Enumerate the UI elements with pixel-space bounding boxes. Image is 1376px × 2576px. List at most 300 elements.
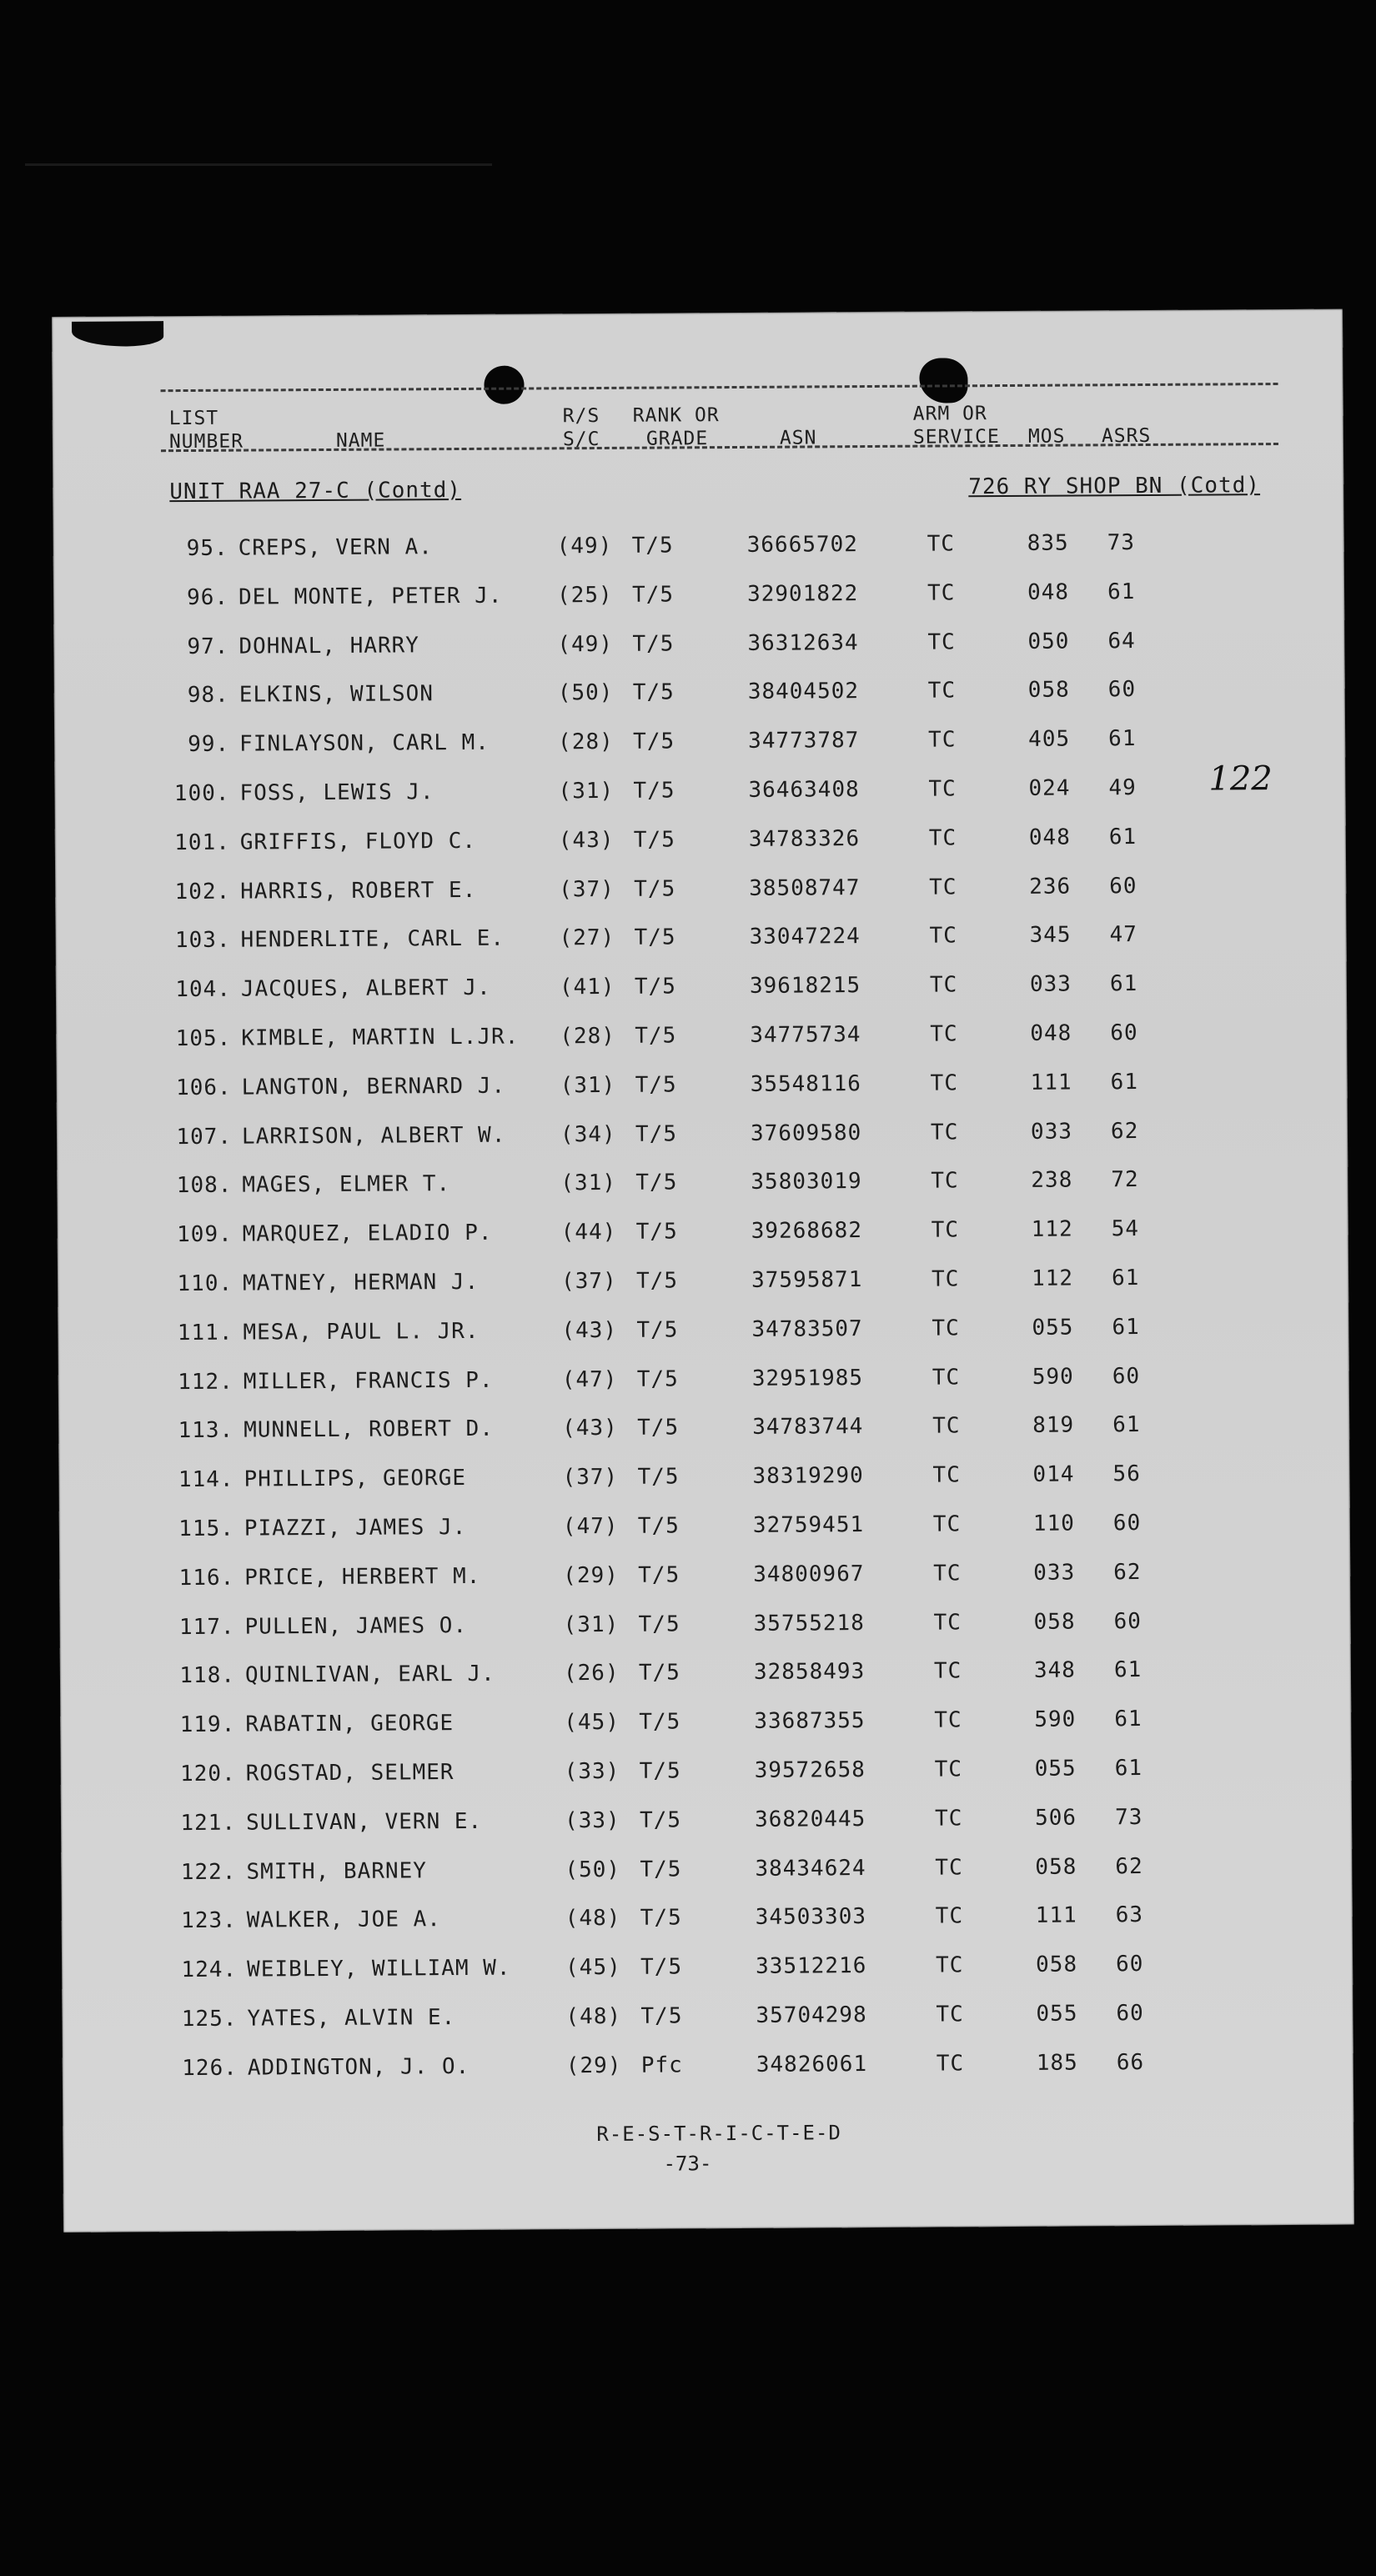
mos-code: 050 xyxy=(1027,629,1070,654)
arm-service: TC xyxy=(927,580,956,606)
mos-code: 048 xyxy=(1028,824,1071,850)
soldier-name: MESA, PAUL L. JR. xyxy=(243,1318,480,1346)
asn-number: 35548116 xyxy=(750,1070,861,1097)
list-number: 98. xyxy=(187,683,229,709)
rank-grade: T/5 xyxy=(635,1268,679,1294)
rs-sc-code: (43) xyxy=(558,827,615,854)
mos-code: 058 xyxy=(1033,1609,1076,1635)
mos-code: 112 xyxy=(1031,1265,1074,1291)
soldier-name: SULLIVAN, VERN E. xyxy=(245,1808,483,1836)
rs-sc-code: (31) xyxy=(560,1072,616,1099)
mos-code: 506 xyxy=(1034,1805,1077,1831)
arm-service: TC xyxy=(930,1119,959,1145)
table-row xyxy=(55,865,1346,922)
mos-code: 033 xyxy=(1033,1560,1076,1586)
arm-service: TC xyxy=(933,1609,962,1636)
rank-grade: T/5 xyxy=(634,876,676,902)
rank-grade: T/5 xyxy=(640,2003,683,2029)
rs-sc-code: (28) xyxy=(558,729,614,755)
rs-sc-code: (50) xyxy=(565,1857,621,1882)
asn-number: 37609580 xyxy=(750,1120,862,1146)
table-row xyxy=(54,669,1345,726)
asrs-score: 49 xyxy=(1108,775,1137,801)
arm-service: TC xyxy=(929,972,958,998)
table-row xyxy=(59,1551,1350,1608)
soldier-name: PRICE, HERBERT M. xyxy=(244,1563,481,1591)
arm-service: TC xyxy=(931,1266,960,1292)
rank-grade: T/5 xyxy=(632,631,675,657)
table-row xyxy=(53,523,1344,579)
punch-hole-left xyxy=(484,366,524,404)
header-list-label: LIST xyxy=(168,407,219,430)
rank-grade: T/5 xyxy=(631,533,674,559)
list-number: 122. xyxy=(180,1859,237,1885)
asrs-score: 63 xyxy=(1115,1902,1144,1928)
mos-code: 238 xyxy=(1031,1167,1073,1194)
soldier-name: FOSS, LEWIS J. xyxy=(239,779,434,806)
rs-sc-code: (45) xyxy=(564,1709,620,1736)
list-number: 123. xyxy=(181,1907,237,1934)
table-row xyxy=(61,1797,1352,1853)
rs-sc-code: (33) xyxy=(564,1758,620,1785)
arm-service: TC xyxy=(929,923,957,949)
soldier-name: PHILLIPS, GEORGE xyxy=(244,1466,467,1492)
mos-code: 024 xyxy=(1028,775,1071,801)
arm-service: TC xyxy=(927,531,956,557)
asrs-score: 62 xyxy=(1113,1559,1142,1585)
rs-sc-code: (26) xyxy=(563,1661,620,1686)
rank-grade: T/5 xyxy=(640,1954,683,1980)
asrs-score: 61 xyxy=(1110,1069,1139,1095)
header-sc-label: S/C xyxy=(562,428,600,451)
asn-number: 35704298 xyxy=(756,2002,867,2028)
asrs-score: 60 xyxy=(1109,873,1137,899)
asrs-score: 61 xyxy=(1111,1265,1140,1291)
table-row xyxy=(63,2042,1353,2098)
list-number: 96. xyxy=(187,584,229,610)
rs-sc-code: (48) xyxy=(565,1906,621,1932)
table-row xyxy=(54,768,1345,824)
mos-code: 348 xyxy=(1033,1657,1077,1684)
soldier-name: MUNNELL, ROBERT D. xyxy=(244,1416,495,1443)
rs-sc-code: (28) xyxy=(560,1023,616,1050)
table-row xyxy=(53,620,1344,677)
asrs-score: 56 xyxy=(1112,1461,1141,1487)
rank-grade: T/5 xyxy=(633,827,675,853)
rs-sc-code: (44) xyxy=(560,1220,617,1245)
asn-number: 37595871 xyxy=(751,1267,863,1293)
asrs-score: 60 xyxy=(1112,1510,1142,1536)
table-row xyxy=(58,1454,1349,1511)
asn-number: 39572658 xyxy=(754,1757,866,1783)
list-number: 107. xyxy=(176,1124,233,1150)
rs-sc-code: (43) xyxy=(561,1317,618,1344)
table-row xyxy=(60,1650,1351,1706)
rs-sc-code: (37) xyxy=(562,1465,619,1491)
rs-sc-code: (34) xyxy=(560,1121,616,1147)
mos-code: 185 xyxy=(1036,2050,1078,2076)
mos-code: 345 xyxy=(1029,922,1072,949)
mos-code: 112 xyxy=(1031,1216,1073,1243)
arm-service: TC xyxy=(928,825,957,851)
table-row xyxy=(62,1992,1353,2049)
asn-number: 34773787 xyxy=(748,728,860,754)
rs-sc-code: (37) xyxy=(560,1268,617,1295)
soldier-name: HARRIS, ROBERT E. xyxy=(240,877,477,905)
asn-number: 35803019 xyxy=(751,1169,862,1195)
rs-sc-code: (31) xyxy=(560,1170,617,1196)
header-rule-top xyxy=(161,383,1278,392)
mos-code: 058 xyxy=(1027,677,1070,704)
list-number: 114. xyxy=(178,1466,234,1493)
asrs-score: 61 xyxy=(1107,579,1136,605)
asrs-score: 54 xyxy=(1111,1216,1140,1242)
mos-code: 236 xyxy=(1029,874,1072,900)
header-service-label: SERVICE xyxy=(912,426,1000,449)
mos-code: 819 xyxy=(1032,1412,1075,1439)
rs-sc-code: (41) xyxy=(559,975,615,1000)
rank-grade: T/5 xyxy=(635,1023,677,1049)
page-number: -73- xyxy=(663,2152,712,2176)
roster-list xyxy=(53,523,1353,2099)
table-row xyxy=(53,571,1344,628)
table-row xyxy=(58,1306,1348,1363)
header-rule-bottom xyxy=(161,443,1278,452)
list-number: 100. xyxy=(173,780,230,807)
mos-code: 048 xyxy=(1030,1020,1072,1046)
list-number: 120. xyxy=(179,1761,236,1787)
mos-code: 110 xyxy=(1032,1511,1075,1536)
list-number: 116. xyxy=(178,1565,235,1591)
rs-sc-code: (29) xyxy=(563,1562,619,1589)
arm-service: TC xyxy=(932,1316,960,1341)
asn-number: 34800967 xyxy=(753,1561,865,1587)
soldier-name: DEL MONTE, PETER J. xyxy=(238,583,503,610)
soldier-name: FINLAYSON, CARL M. xyxy=(239,729,490,757)
arm-service: TC xyxy=(927,629,956,655)
arm-service: TC xyxy=(931,1168,959,1194)
rs-sc-code: (37) xyxy=(559,876,615,902)
rank-grade: T/5 xyxy=(640,1856,682,1882)
soldier-name: PIAZZI, JAMES J. xyxy=(244,1514,467,1541)
soldier-name: KIMBLE, MARTIN L.JR. xyxy=(241,1024,520,1051)
list-number: 105. xyxy=(175,1025,232,1052)
rs-sc-code: (49) xyxy=(556,533,613,559)
list-number: 104. xyxy=(175,976,232,1003)
soldier-name: DOHNAL, HARRY xyxy=(239,632,420,659)
list-number: 115. xyxy=(178,1516,234,1542)
rank-grade: T/5 xyxy=(639,1709,681,1735)
asn-number: 34783326 xyxy=(748,825,861,852)
rs-sc-code: (29) xyxy=(565,2052,622,2078)
mos-code: 033 xyxy=(1029,971,1072,998)
arm-service: TC xyxy=(928,727,957,753)
rs-sc-code: (50) xyxy=(557,680,614,706)
asrs-score: 61 xyxy=(1108,726,1137,752)
list-number: 113. xyxy=(178,1418,234,1444)
rank-grade: T/5 xyxy=(636,1366,679,1392)
list-number: 126. xyxy=(182,2055,238,2081)
header-rs-label: R/S xyxy=(562,404,600,428)
soldier-name: LARRISON, ALBERT W. xyxy=(241,1122,506,1150)
soldier-name: PULLEN, JAMES O. xyxy=(244,1612,468,1640)
mos-code: 058 xyxy=(1035,1854,1077,1880)
list-number: 119. xyxy=(179,1711,236,1738)
table-row xyxy=(61,1747,1352,1804)
soldier-name: ELKINS, WILSON xyxy=(239,681,434,709)
torn-corner xyxy=(72,321,163,347)
rank-grade: T/5 xyxy=(634,925,676,951)
soldier-name: MILLER, FRANCIS P. xyxy=(243,1367,494,1395)
table-row xyxy=(60,1699,1351,1756)
header-asrs-label: ASRS xyxy=(1101,424,1152,448)
handwritten-side-number: 122 xyxy=(1208,759,1273,799)
asrs-score: 64 xyxy=(1107,628,1136,654)
rank-grade: T/5 xyxy=(633,729,675,754)
arm-service: TC xyxy=(932,1462,961,1488)
asn-number: 38319290 xyxy=(752,1463,864,1490)
rank-grade: T/5 xyxy=(633,778,675,804)
asrs-score: 61 xyxy=(1108,824,1137,850)
asn-number: 38434624 xyxy=(755,1855,866,1882)
arm-service: TC xyxy=(933,1658,962,1684)
arm-service: TC xyxy=(930,1021,958,1047)
asn-number: 38404502 xyxy=(747,679,860,705)
header-rank-label: RANK OR xyxy=(632,404,720,427)
arm-service: TC xyxy=(936,1952,964,1978)
list-number: 95. xyxy=(186,535,228,562)
mos-code: 048 xyxy=(1027,579,1070,605)
soldier-name: ADDINGTON, J. O. xyxy=(247,2053,470,2081)
asn-number: 34826061 xyxy=(756,2051,868,2077)
rs-sc-code: (31) xyxy=(563,1611,620,1637)
list-number: 97. xyxy=(187,634,229,659)
list-number: 118. xyxy=(179,1663,236,1689)
asn-number: 33047224 xyxy=(749,924,861,950)
arm-service: TC xyxy=(935,1903,964,1929)
asn-number: 34783507 xyxy=(751,1316,863,1342)
list-number: 111. xyxy=(177,1320,234,1346)
asn-number: 39618215 xyxy=(749,973,861,1000)
rs-sc-code: (49) xyxy=(557,631,614,657)
soldier-name: MAGES, ELMER T. xyxy=(242,1171,451,1198)
arm-service: TC xyxy=(927,678,957,704)
rank-grade: T/5 xyxy=(640,1905,682,1932)
table-row xyxy=(55,915,1346,971)
soldier-name: RABATIN, GEORGE xyxy=(245,1711,454,1737)
list-number: 121. xyxy=(180,1810,237,1836)
asrs-score: 61 xyxy=(1114,1755,1143,1782)
mos-code: 835 xyxy=(1027,530,1069,556)
asrs-score: 61 xyxy=(1113,1657,1142,1683)
rank-grade: T/5 xyxy=(639,1758,681,1784)
asrs-score: 60 xyxy=(1110,1020,1138,1046)
asn-number: 36820445 xyxy=(754,1806,866,1832)
punch-hole-right xyxy=(919,358,967,403)
header-number-label: NUMBER xyxy=(168,430,244,454)
rs-sc-code: (25) xyxy=(556,582,613,609)
arm-service: TC xyxy=(928,776,957,802)
mos-code: 055 xyxy=(1032,1315,1074,1341)
rank-grade: T/5 xyxy=(638,1562,680,1588)
arm-service: TC xyxy=(934,1707,962,1733)
soldier-name: MATNEY, HERMAN J. xyxy=(242,1269,480,1296)
soldier-name: CREPS, VERN A. xyxy=(238,534,433,561)
list-number: 117. xyxy=(178,1614,235,1640)
rank-grade: T/5 xyxy=(635,1219,678,1245)
restricted-marking: R-E-S-T-R-I-C-T-E-D xyxy=(596,2121,841,2147)
rs-sc-code: (48) xyxy=(565,2003,622,2030)
list-number: 125. xyxy=(181,2006,238,2032)
rs-sc-code: (45) xyxy=(565,1954,621,1981)
asn-number: 34783744 xyxy=(752,1414,864,1441)
asrs-score: 60 xyxy=(1112,1363,1141,1389)
table-row xyxy=(56,964,1347,1020)
asrs-score: 61 xyxy=(1109,971,1138,997)
asn-number: 34775734 xyxy=(750,1022,861,1048)
table-row xyxy=(62,1895,1353,1952)
arm-service: TC xyxy=(934,1757,963,1782)
rs-sc-code: (33) xyxy=(564,1807,620,1833)
list-number: 124. xyxy=(181,1957,238,1983)
asn-number: 36463408 xyxy=(748,777,860,803)
asrs-score: 73 xyxy=(1114,1804,1143,1830)
arm-service: TC xyxy=(929,874,957,900)
soldier-name: WEIBLEY, WILLIAM W. xyxy=(247,1955,511,1982)
asn-number: 32858493 xyxy=(753,1659,866,1686)
battalion-label: 726 RY SHOP BN (Cotd) xyxy=(968,473,1261,500)
rank-grade: T/5 xyxy=(638,1611,680,1637)
asn-number: 32951985 xyxy=(751,1365,864,1391)
soldier-name: YATES, ALVIN E. xyxy=(247,2004,456,2032)
asn-number: 36665702 xyxy=(746,532,859,558)
list-number: 106. xyxy=(175,1075,232,1100)
table-row xyxy=(57,1160,1348,1216)
rank-grade: T/5 xyxy=(638,1660,681,1686)
table-row xyxy=(58,1356,1349,1412)
asrs-score: 60 xyxy=(1107,677,1137,703)
soldier-name: LANGTON, BERNARD J. xyxy=(241,1073,506,1100)
table-row xyxy=(59,1502,1350,1559)
mos-code: 111 xyxy=(1030,1070,1072,1095)
list-number: 101. xyxy=(174,829,230,855)
table-row xyxy=(55,816,1346,873)
arm-service: TC xyxy=(935,1854,963,1881)
soldier-name: JACQUES, ALBERT J. xyxy=(240,975,491,1002)
asrs-score: 61 xyxy=(1112,1412,1141,1438)
mos-code: 111 xyxy=(1035,1902,1077,1929)
soldier-name: WALKER, JOE A. xyxy=(246,1907,442,1933)
mos-code: 055 xyxy=(1036,2001,1078,2027)
asn-number: 38508747 xyxy=(749,875,861,901)
soldier-name: SMITH, BARNEY xyxy=(246,1857,427,1885)
table-row xyxy=(59,1601,1350,1657)
soldier-name: ROGSTAD, SELMER xyxy=(245,1760,454,1787)
rs-sc-code: (47) xyxy=(562,1513,619,1540)
rank-grade: T/5 xyxy=(637,1513,680,1539)
arm-service: TC xyxy=(933,1561,962,1586)
mos-code: 055 xyxy=(1034,1756,1077,1782)
rank-grade: T/5 xyxy=(632,679,675,706)
list-number: 112. xyxy=(178,1369,234,1395)
arm-service: TC xyxy=(932,1413,961,1439)
asn-number: 33687355 xyxy=(754,1708,866,1735)
soldier-name: GRIFFIS, FLOYD C. xyxy=(239,828,477,855)
table-row xyxy=(61,1846,1352,1902)
asrs-score: 72 xyxy=(1111,1167,1139,1193)
table-row xyxy=(54,719,1345,775)
asn-number: 39268682 xyxy=(751,1218,863,1245)
header-grade-label: GRADE xyxy=(645,428,709,450)
list-number: 103. xyxy=(174,928,231,954)
asn-number: 34503303 xyxy=(755,1904,867,1931)
table-row xyxy=(58,1257,1348,1314)
asn-number: 32901822 xyxy=(746,580,859,607)
document-page xyxy=(52,309,1354,2233)
table-row xyxy=(62,1944,1353,2001)
asrs-score: 60 xyxy=(1116,2000,1144,2027)
rank-grade: T/5 xyxy=(637,1415,680,1441)
rs-sc-code: (43) xyxy=(562,1416,618,1441)
soldier-name: QUINLIVAN, EARL J. xyxy=(244,1661,495,1688)
list-number: 99. xyxy=(188,731,230,758)
asn-number: 36312634 xyxy=(747,629,859,656)
rank-grade: T/5 xyxy=(635,1170,678,1196)
rank-grade: T/5 xyxy=(637,1464,680,1490)
rank-grade: T/5 xyxy=(631,582,675,608)
soldier-name: HENDERLITE, CARL E. xyxy=(240,926,505,954)
list-number: 108. xyxy=(176,1173,233,1199)
soldier-name: MARQUEZ, ELADIO P. xyxy=(242,1220,493,1247)
list-number: 102. xyxy=(174,879,231,905)
list-number: 110. xyxy=(177,1270,234,1297)
mos-code: 014 xyxy=(1032,1461,1075,1487)
rs-sc-code: (27) xyxy=(559,925,615,951)
mos-code: 033 xyxy=(1030,1119,1073,1145)
arm-service: TC xyxy=(932,1511,962,1537)
list-number: 109. xyxy=(177,1221,233,1248)
table-row xyxy=(57,1110,1348,1167)
arm-service: TC xyxy=(934,1806,963,1832)
rank-grade: T/5 xyxy=(636,1317,679,1343)
rank-grade: T/5 xyxy=(635,1072,677,1098)
asrs-score: 62 xyxy=(1110,1118,1139,1144)
asrs-score: 60 xyxy=(1113,1608,1142,1634)
asrs-score: 60 xyxy=(1116,1952,1144,1977)
asn-number: 35755218 xyxy=(753,1610,865,1636)
asrs-score: 66 xyxy=(1116,2049,1145,2075)
rank-grade: T/5 xyxy=(634,974,676,1000)
mos-code: 590 xyxy=(1032,1364,1074,1390)
asn-number: 32759451 xyxy=(752,1512,865,1538)
rank-grade: Pfc xyxy=(640,2052,683,2078)
asrs-score: 61 xyxy=(1112,1314,1140,1341)
mos-code: 590 xyxy=(1034,1706,1077,1732)
header-arm-label: ARM OR xyxy=(912,403,987,425)
asn-number: 33512216 xyxy=(756,1953,867,1979)
scanner-edge xyxy=(25,163,492,166)
arm-service: TC xyxy=(932,1364,961,1391)
header-name-label: NAME xyxy=(335,429,386,452)
header-asn-label: ASN xyxy=(779,427,817,449)
table-row xyxy=(57,1061,1348,1118)
table-row xyxy=(56,1012,1347,1069)
rs-sc-code: (31) xyxy=(558,778,615,804)
mos-code: 405 xyxy=(1028,726,1071,753)
arm-service: TC xyxy=(931,1217,960,1243)
asrs-score: 73 xyxy=(1107,530,1136,556)
arm-service: TC xyxy=(930,1070,959,1096)
